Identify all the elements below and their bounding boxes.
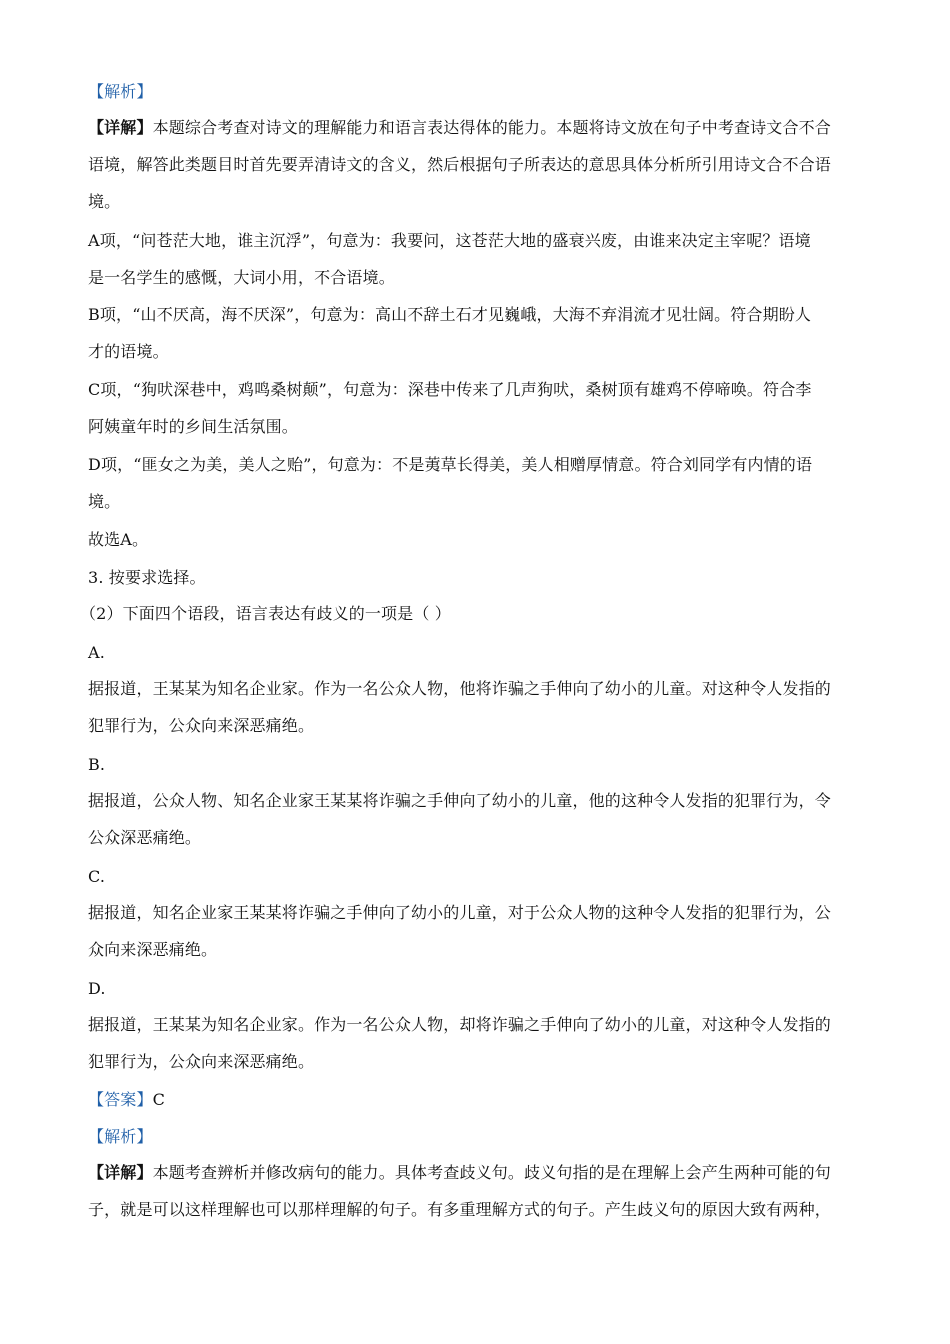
option-c-explanation: C项，“狗吠深巷中，鸡鸣桑树颠”，句意为：深巷中传来了几声狗吠，桑树顶有雄鸡不停啼唤。符合李 [88,380,812,399]
option-b-explanation: B项，“山不厌高，海不厌深”，句意为：高山不辞土石才见巍峨，大海不弃涓流才见壮阔。符合期盼人 [88,305,812,324]
option-c-explanation: 阿姨童年时的乡间生活氛围。 [88,417,298,436]
option-b-explanation: 才的语境。 [88,342,169,361]
choice-a-label: A. [88,643,105,662]
option-a-explanation: A项，“问苍茫大地，谁主沉浮”，句意为：我要问，这苍茫大地的盛衰兴废，由谁来决定主宰呢？语境 [88,231,811,250]
choice-a-text: 据报道，王某某为知名企业家。作为一名公众人物，他将诈骗之手伸向了幼小的儿童。对这种令人发指的 [88,679,831,698]
choice-b-label: B. [88,755,106,774]
detail-paragraph-line [88,118,868,138]
choice-c-text: 众向来深恶痛绝。 [88,940,218,959]
choice-c-text: 据报道，知名企业家王某某将诈骗之手伸向了幼小的儿童，对于公众人物的这种令人发指的犯罪行为，公 [88,903,831,922]
choice-b-text: 据报道，公众人物、知名企业家王某某将诈骗之手伸向了幼小的儿童，他的这种令人发指的犯罪行为，令 [88,791,831,810]
answer-value: C [152,1090,166,1109]
choice-d-text: 据报道，王某某为知名企业家。作为一名公众人物，却将诈骗之手伸向了幼小的儿童，对这种令人发指的 [88,1015,831,1034]
detail-paragraph-line: 语境，解答此类题目时首先要弄清诗文的含义，然后根据句子所表达的意思具体分析所引用诗文合不合语 [88,155,831,174]
choice-d-label: D. [88,979,106,998]
choice-d-text: 犯罪行为，公众向来深恶痛绝。 [88,1052,315,1071]
detail-label: 【详解】 [88,118,153,137]
option-a-explanation: 是一名学生的感慨，大词小用，不合语境。 [88,268,395,287]
option-d-explanation: 境。 [88,492,121,511]
analysis-heading: 【解析】 [88,82,153,101]
detail-label: 【详解】 [88,1163,153,1182]
detail-paragraph-line: 境。 [88,192,121,211]
detail-text: 本题考查辨析并修改病句的能力。具体考查歧义句。歧义句指的是在理解上会产生两种可能的句 [152,1163,831,1182]
answer-label: 【答案】 [88,1090,153,1109]
detail-paragraph-line [88,1163,868,1183]
question-prompt: （2）下面四个语段，语言表达有歧义的一项是（ ） [80,604,451,623]
detail-paragraph-line: 子，就是可以这样理解也可以那样理解的句子。有多重理解方式的句子。产生歧义句的原因大致有两种， [88,1200,831,1219]
choice-b-text: 公众深恶痛绝。 [88,828,202,847]
choice-c-label: C. [88,867,106,886]
answer-line [88,1090,868,1110]
conclusion: 故选A。 [88,530,149,549]
choice-a-text: 犯罪行为，公众向来深恶痛绝。 [88,716,315,735]
question-title: 3. 按要求选择。 [88,568,206,587]
detail-text: 本题综合考查对诗文的理解能力和语言表达得体的能力。本题将诗文放在句子中考查诗文合不合 [152,118,831,137]
option-d-explanation: D项，“匪女之为美，美人之贻”，句意为：不是荑草长得美，美人相赠厚情意。符合刘同学有内情的语 [88,455,813,474]
analysis-heading: 【解析】 [88,1127,153,1146]
